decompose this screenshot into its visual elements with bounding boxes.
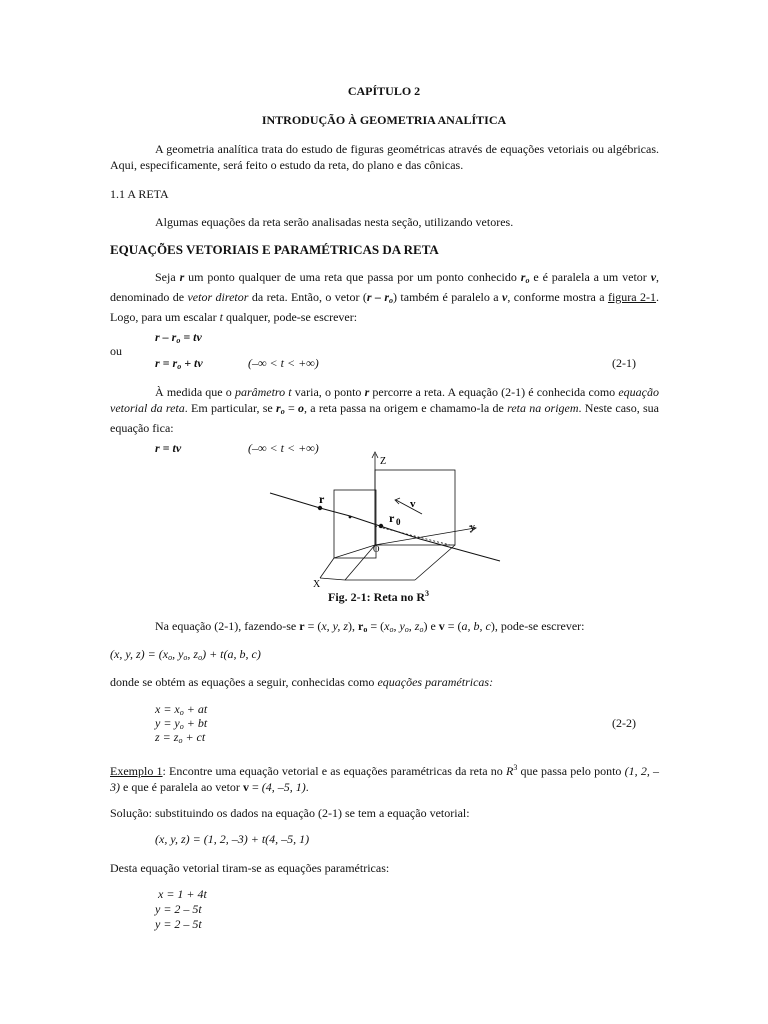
hidden-edge: [375, 526, 450, 545]
cube-edge: [415, 545, 455, 580]
cube-edge: [320, 578, 345, 580]
equation-number-2-2: (2-2): [612, 716, 636, 730]
equation-2-1: $r = r_o$ + tv: [155, 356, 203, 371]
v-vector: [396, 500, 422, 514]
paragraph-parametric-intro: donde se obtém as equações a seguir, conhecidas como equações paramétricas:: [110, 675, 494, 689]
equation-component-form: (x, y, $z) = (x_o$, $y_o$, $z_o) + t(a$, b, c): [110, 647, 261, 662]
paragraph-parameter: À medida que o parâmetro t varia, o ponto r percorre a reta. A equação (2-1) é conhecida como equação vetorial da reta. Em particular, se $r_o = o$, a reta passa na origem e chamamo-la de reta na origem. Neste caso, sua equação fica:: [110, 385, 659, 435]
subsection-heading: EQUAÇÕES VETORIAIS E PARAMÉTRICAS DA RETA: [110, 242, 439, 257]
equation-vector-difference: r – $r_o$ = tv: [155, 330, 202, 345]
point-r0: [379, 524, 383, 528]
point-r: [318, 506, 322, 510]
x-axis-line: [345, 545, 375, 580]
equation-origin-range: (–∞ < t < +∞): [248, 441, 319, 455]
example-1: Exemplo 1: Encontre uma equação vetorial e as equações paramétricas da reta no $R^3$ que passa pelo ponto (1, 2, –3) e que é paralela ao vetor v = (4, –5, 1).: [110, 763, 660, 794]
main-line: [270, 493, 500, 561]
equation-example-vector: (x, y, z) = (1, 2, –3) + t(4, –5, 1): [155, 832, 310, 846]
y-axis-label: y: [470, 522, 475, 533]
cube-edge: [320, 558, 334, 578]
x-axis-label: X: [313, 579, 321, 590]
figure-line-in-r3: [260, 448, 520, 593]
solution-text: Solução: substituindo os dados na equação (2-1) se tem a equação vetorial:: [110, 806, 470, 820]
paragraph-final: Desta equação vetorial tiram-se as equações paramétricas:: [110, 861, 390, 875]
intro-paragraph: A geometria analítica trata do estudo de figuras geométricas através de equações vetoriais ou algébricas. Aqui, especificamente, será feito o estudo da reta, do plano e das cônicas.: [110, 142, 659, 172]
vector-v-label: v: [410, 498, 416, 510]
cube-front-face: [334, 490, 376, 558]
chapter-title: INTRODUÇÃO À GEOMETRIA ANALÍTICA: [261, 113, 507, 127]
parametric-eq-x: $x = x_o$ + at: [155, 702, 208, 717]
cube-edge: [334, 545, 375, 558]
equation-number-2-1: (2-1): [612, 356, 636, 370]
or-word: ou: [110, 344, 122, 358]
origin-label: O: [373, 544, 380, 554]
equation-2-1-range: (–∞ < t < +∞): [248, 356, 319, 370]
figure-link[interactable]: figura 2-1: [607, 290, 657, 304]
point-r0-subscript: 0: [396, 517, 401, 527]
section-heading: 1.1 A RETA: [110, 187, 169, 201]
chapter-number: CAPÍTULO 2: [347, 84, 421, 98]
figure-caption: Fig. 2-1: Reta no $R^3$: [328, 589, 429, 604]
final-eq-y: y = 2 – 5t: [155, 902, 202, 916]
parametric-eq-z: $z = z_o$ + ct: [155, 730, 206, 745]
z-axis-label: Z: [380, 456, 387, 467]
point-r-label: r: [319, 492, 325, 506]
final-eq-x: x = 1 + 4t: [158, 887, 207, 901]
paragraph-components: Na equação (2-1), fazendo-se r = (x, y, z), $r_o = (x_o$, $y_o$, $z_o$) e v = (a, b, c), pode-se escrever:: [155, 619, 585, 634]
point-r0-label: r: [389, 511, 395, 525]
paragraph-vector-line: Seja r um ponto qualquer de uma reta que passa por um ponto conhecido $r_o$ e é paralela a um vetor v, denominado de vetor diretor da reta. Então, o vetor $(r - r_o)$ também é paralelo a v, conforme mostra a figura 2-1. Logo, para um escalar t qualquer, pode-se escrever:: [110, 270, 660, 324]
y-axis-line: [375, 528, 475, 545]
parametric-eq-y: $y = y_o$ + bt: [155, 716, 208, 731]
point-marker: [349, 516, 352, 519]
final-eq-y-repeat: y = 2 – 5t: [155, 917, 202, 931]
equation-origin-line: r = tv: [155, 441, 182, 455]
section-intro: Algumas equações da reta serão analisadas nesta seção, utilizando vetores.: [155, 215, 514, 229]
